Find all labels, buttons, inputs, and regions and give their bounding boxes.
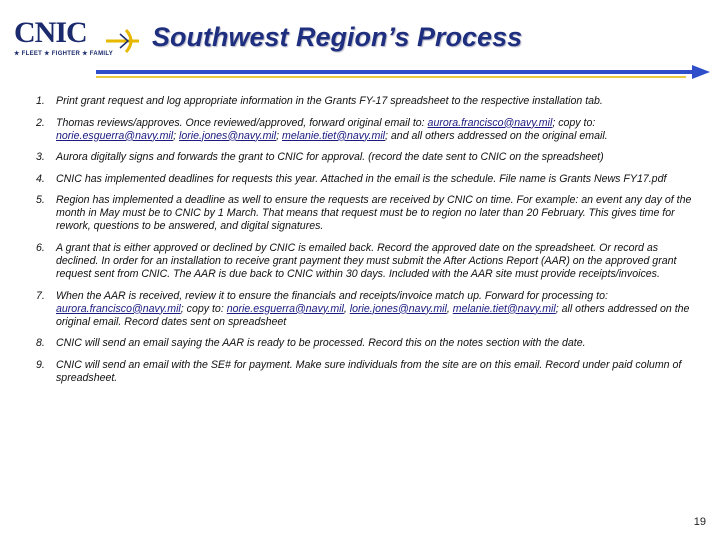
cnic-logo-text: CNIC: [14, 16, 87, 49]
list-item: [36, 359, 696, 385]
list-item-text: ; and all others addressed on the original email.: [385, 129, 608, 142]
list-item: [36, 290, 696, 329]
list-item-text: ; copy to:: [180, 302, 227, 315]
cnic-logo-tagline: ★ FLEET ★ FIGHTER ★ FAMILY: [14, 51, 114, 57]
list-item-text: Aurora digitally signs and forwards the grant to CNIC for approval. (record the date sent to CNIC on the spreadsheet): [56, 151, 604, 164]
list-item: [36, 117, 696, 143]
list-item-text: ;: [276, 129, 283, 142]
email-link[interactable]: norie.esguerra@navy.mil: [56, 129, 174, 142]
page-title: Southwest Region’s Process: [152, 22, 523, 52]
email-link[interactable]: lorie.jones@navy.mil: [349, 302, 447, 315]
list-item: [36, 337, 696, 350]
list-item-text: CNIC has implemented deadlines for requests this year. Attached in the email is the schedule. File name is Grants News FY17.pdf: [56, 172, 667, 185]
list-item-number: 5.: [36, 194, 45, 207]
list-item-text: Thomas reviews/approves. Once reviewed/approved, forward original email to:: [56, 116, 428, 129]
list-item: [36, 242, 696, 281]
email-link[interactable]: aurora.francisco@navy.mil: [56, 302, 181, 315]
list-item-number: 1.: [36, 95, 45, 107]
cnic-logo: [6, 16, 138, 60]
list-item-text: ;: [173, 129, 180, 142]
list-item-number: 4.: [36, 172, 45, 185]
list-item-text: ; copy to:: [552, 116, 596, 129]
list-item-text: ,: [446, 302, 453, 315]
list-item-number: 6.: [36, 241, 45, 254]
list-item-text: CNIC will send an email saying the AAR is ready to be processed. Record this on the notes section with the date.: [56, 337, 586, 350]
email-link[interactable]: aurora.francisco@navy.mil: [427, 116, 553, 129]
list-item-text: Region has implemented a deadline as well to ensure the requests are received by CNIC on time. For example: an event any day of the month in May must be to CNIC by 1 March. That means that request must be to region no later than 20 February. This gives time for rework, questions to be answered, and digital signatures.: [56, 194, 692, 233]
email-link[interactable]: melanie.tiet@navy.mil: [282, 129, 386, 142]
email-link[interactable]: lorie.jones@navy.mil: [179, 129, 277, 142]
list-item-number: 8.: [36, 337, 45, 350]
list-item-number: 7.: [36, 289, 45, 302]
list-item-text: ,: [343, 302, 350, 315]
list-item: [36, 194, 696, 233]
list-item-text: ; all others addressed on the original email. Record dates sent on spreadsheet: [56, 302, 690, 328]
list-item: [36, 151, 696, 164]
title-underline-arrow: [96, 64, 712, 82]
list-item-number: 9.: [36, 358, 45, 371]
list-item: [36, 173, 696, 186]
page-number: 19: [693, 516, 706, 528]
list-item-number: 2.: [36, 116, 45, 129]
email-link[interactable]: norie.esguerra@navy.mil: [226, 302, 344, 315]
process-steps-list: [36, 95, 696, 393]
list-item-text: A grant that is either approved or declined by CNIC is emailed back. Record the approved date on the spreadsheet. Or record as declined. In order for an installation to receive grant payment they must submit the After Actions Report (AAR) on the approved grant request sent from CNIC. The AAR is due back to CNIC within 30 days. Included with the AAR site must provide receipts/invoices.: [56, 241, 677, 280]
list-item-text: When the AAR is received, review it to ensure the financials and receipts/invoice match up. Forward for processing to:: [56, 289, 608, 302]
list-item-text: CNIC will send an email with the SE# for payment. Make sure individuals from the site are on this email. Record under paid column of spreadsheet.: [56, 358, 682, 384]
list-item-number: 3.: [36, 151, 45, 164]
email-link[interactable]: melanie.tiet@navy.mil: [452, 302, 556, 315]
list-item: [36, 95, 696, 108]
list-item-text: Print grant request and log appropriate information in the Grants FY-17 spreadsheet to the respective installation tab.: [56, 95, 603, 107]
